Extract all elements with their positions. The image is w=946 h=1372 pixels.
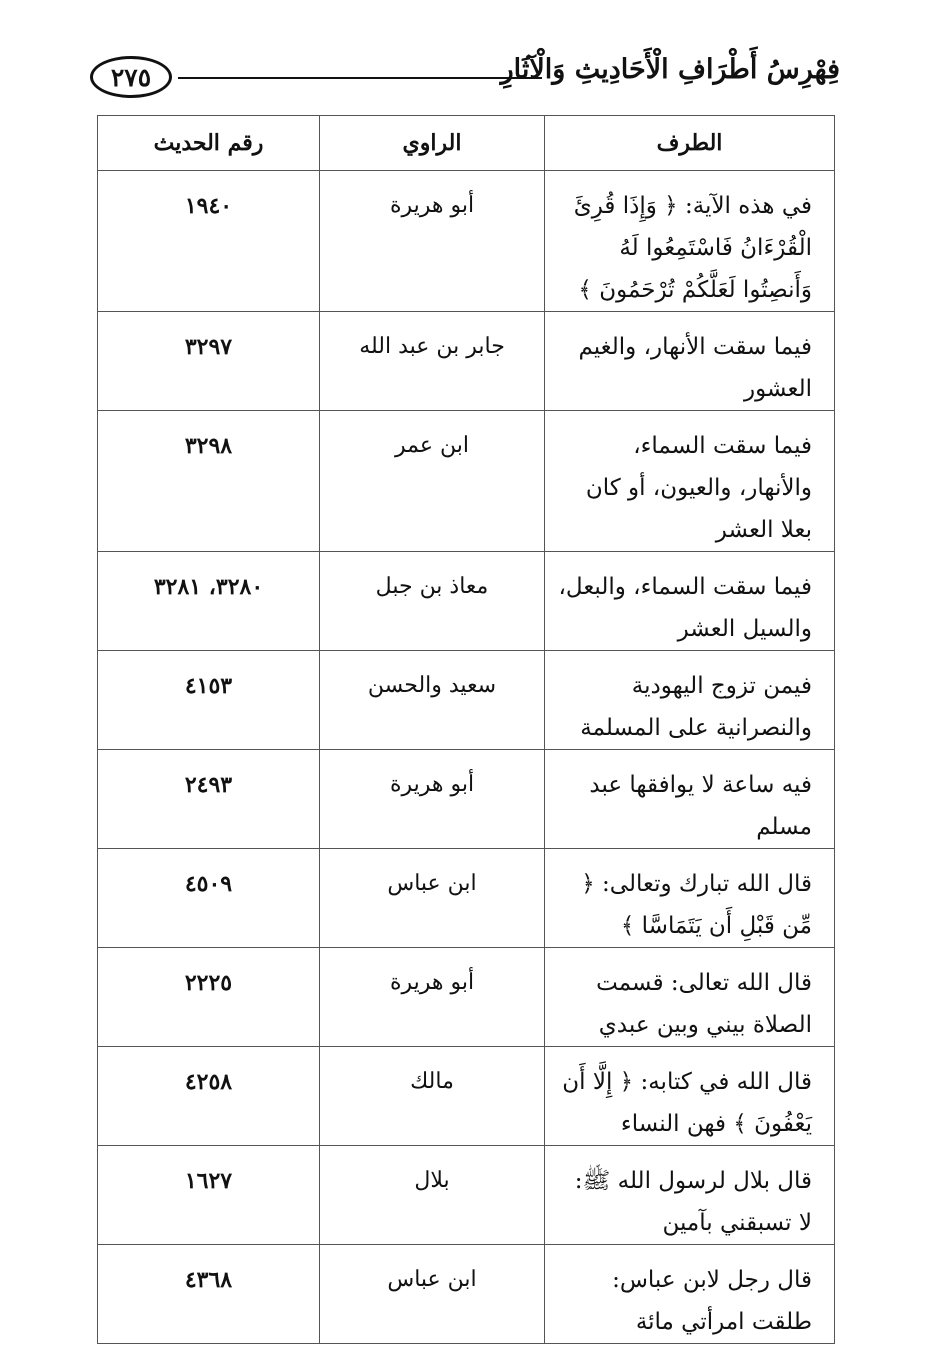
table-row (98, 750, 835, 849)
hadith-number-cell: ١٦٢٧ (98, 1146, 320, 1245)
hadith-number-cell: ٤١٥٣ (98, 651, 320, 750)
rawi-cell: ابن عباس (320, 1245, 545, 1344)
tarf-cell: فيما سقت السماء، والبعل، والسيل العشر (545, 552, 835, 651)
tarf-cell: فيما سقت الأنهار، والغيم العشور (545, 312, 835, 411)
tarf-cell: فيما سقت السماء، والأنهار، والعيون، أو كان بعلا العشر (545, 411, 835, 552)
tarf-cell: قال الله تبارك وتعالى: ﴿ مِّن قَبْلِ أَن يَتَمَاسَّا ﴾ (545, 849, 835, 948)
hadith-number-cell: ٢٤٩٣ (98, 750, 320, 849)
rawi-cell: أبو هريرة (320, 750, 545, 849)
table-row (98, 948, 835, 1047)
table-row (98, 849, 835, 948)
rawi-cell: مالك (320, 1047, 545, 1146)
tarf-cell: قال بلال لرسول الله ﷺ: لا تسبقني بآمين (545, 1146, 835, 1245)
tarf-cell: فيمن تزوج اليهودية والنصرانية على المسلمة (545, 651, 835, 750)
table-row (98, 651, 835, 750)
tarf-cell: قال الله تعالى: قسمت الصلاة بيني وبين عبدي (545, 948, 835, 1047)
table-header-row (98, 116, 835, 171)
hadith-number-cell: ٣٢٨٠، ٣٢٨١ (98, 552, 320, 651)
hadith-number-cell: ٤٥٠٩ (98, 849, 320, 948)
rawi-cell: بلال (320, 1146, 545, 1245)
tarf-cell: قال الله في كتابه: ﴿ إِلَّا أَن يَعْفُونَ ﴾ فهن النساء (545, 1047, 835, 1146)
table-row (98, 411, 835, 552)
hadith-index-table (97, 115, 835, 1344)
hadith-number-cell: ٣٢٩٨ (98, 411, 320, 552)
hadith-number-cell: ٤٣٦٨ (98, 1245, 320, 1344)
header-rule (178, 77, 542, 79)
column-header-num: رقم الحديث (98, 116, 320, 171)
rawi-cell: سعيد والحسن (320, 651, 545, 750)
tarf-cell: في هذه الآية: ﴿ وَإِذَا قُرِئَ الْقُرْءَانُ فَاسْتَمِعُوا لَهُ وَأَنصِتُوا لَعَلَّكُمْ تُرْحَمُونَ ﴾ (545, 171, 835, 312)
column-header-rawi: الراوي (320, 116, 545, 171)
table-row (98, 1245, 835, 1344)
rawi-cell: أبو هريرة (320, 171, 545, 312)
table-row (98, 1146, 835, 1245)
table-row (98, 1047, 835, 1146)
hadith-number-cell: ١٩٤٠ (98, 171, 320, 312)
rawi-cell: ابن عباس (320, 849, 545, 948)
table-row (98, 171, 835, 312)
tarf-cell: قال رجل لابن عباس: طلقت امرأتي مائة (545, 1245, 835, 1344)
hadith-number-cell: ٤٢٥٨ (98, 1047, 320, 1146)
page-number-badge (90, 56, 172, 98)
page-title: فِهْرِسُ أَطْرَافِ الْأَحَادِيثِ وَالْآثَارِ (500, 54, 840, 85)
hadith-number-cell: ٢٢٢٥ (98, 948, 320, 1047)
table-row (98, 552, 835, 651)
page-header (88, 50, 840, 102)
rawi-cell: ابن عمر (320, 411, 545, 552)
page-number: ٢٧٥ (110, 62, 152, 92)
table-row (98, 312, 835, 411)
rawi-cell: معاذ بن جبل (320, 552, 545, 651)
tarf-cell: فيه ساعة لا يوافقها عبد مسلم (545, 750, 835, 849)
rawi-cell: أبو هريرة (320, 948, 545, 1047)
hadith-number-cell: ٣٢٩٧ (98, 312, 320, 411)
rawi-cell: جابر بن عبد الله (320, 312, 545, 411)
column-header-tarf: الطرف (545, 116, 835, 171)
